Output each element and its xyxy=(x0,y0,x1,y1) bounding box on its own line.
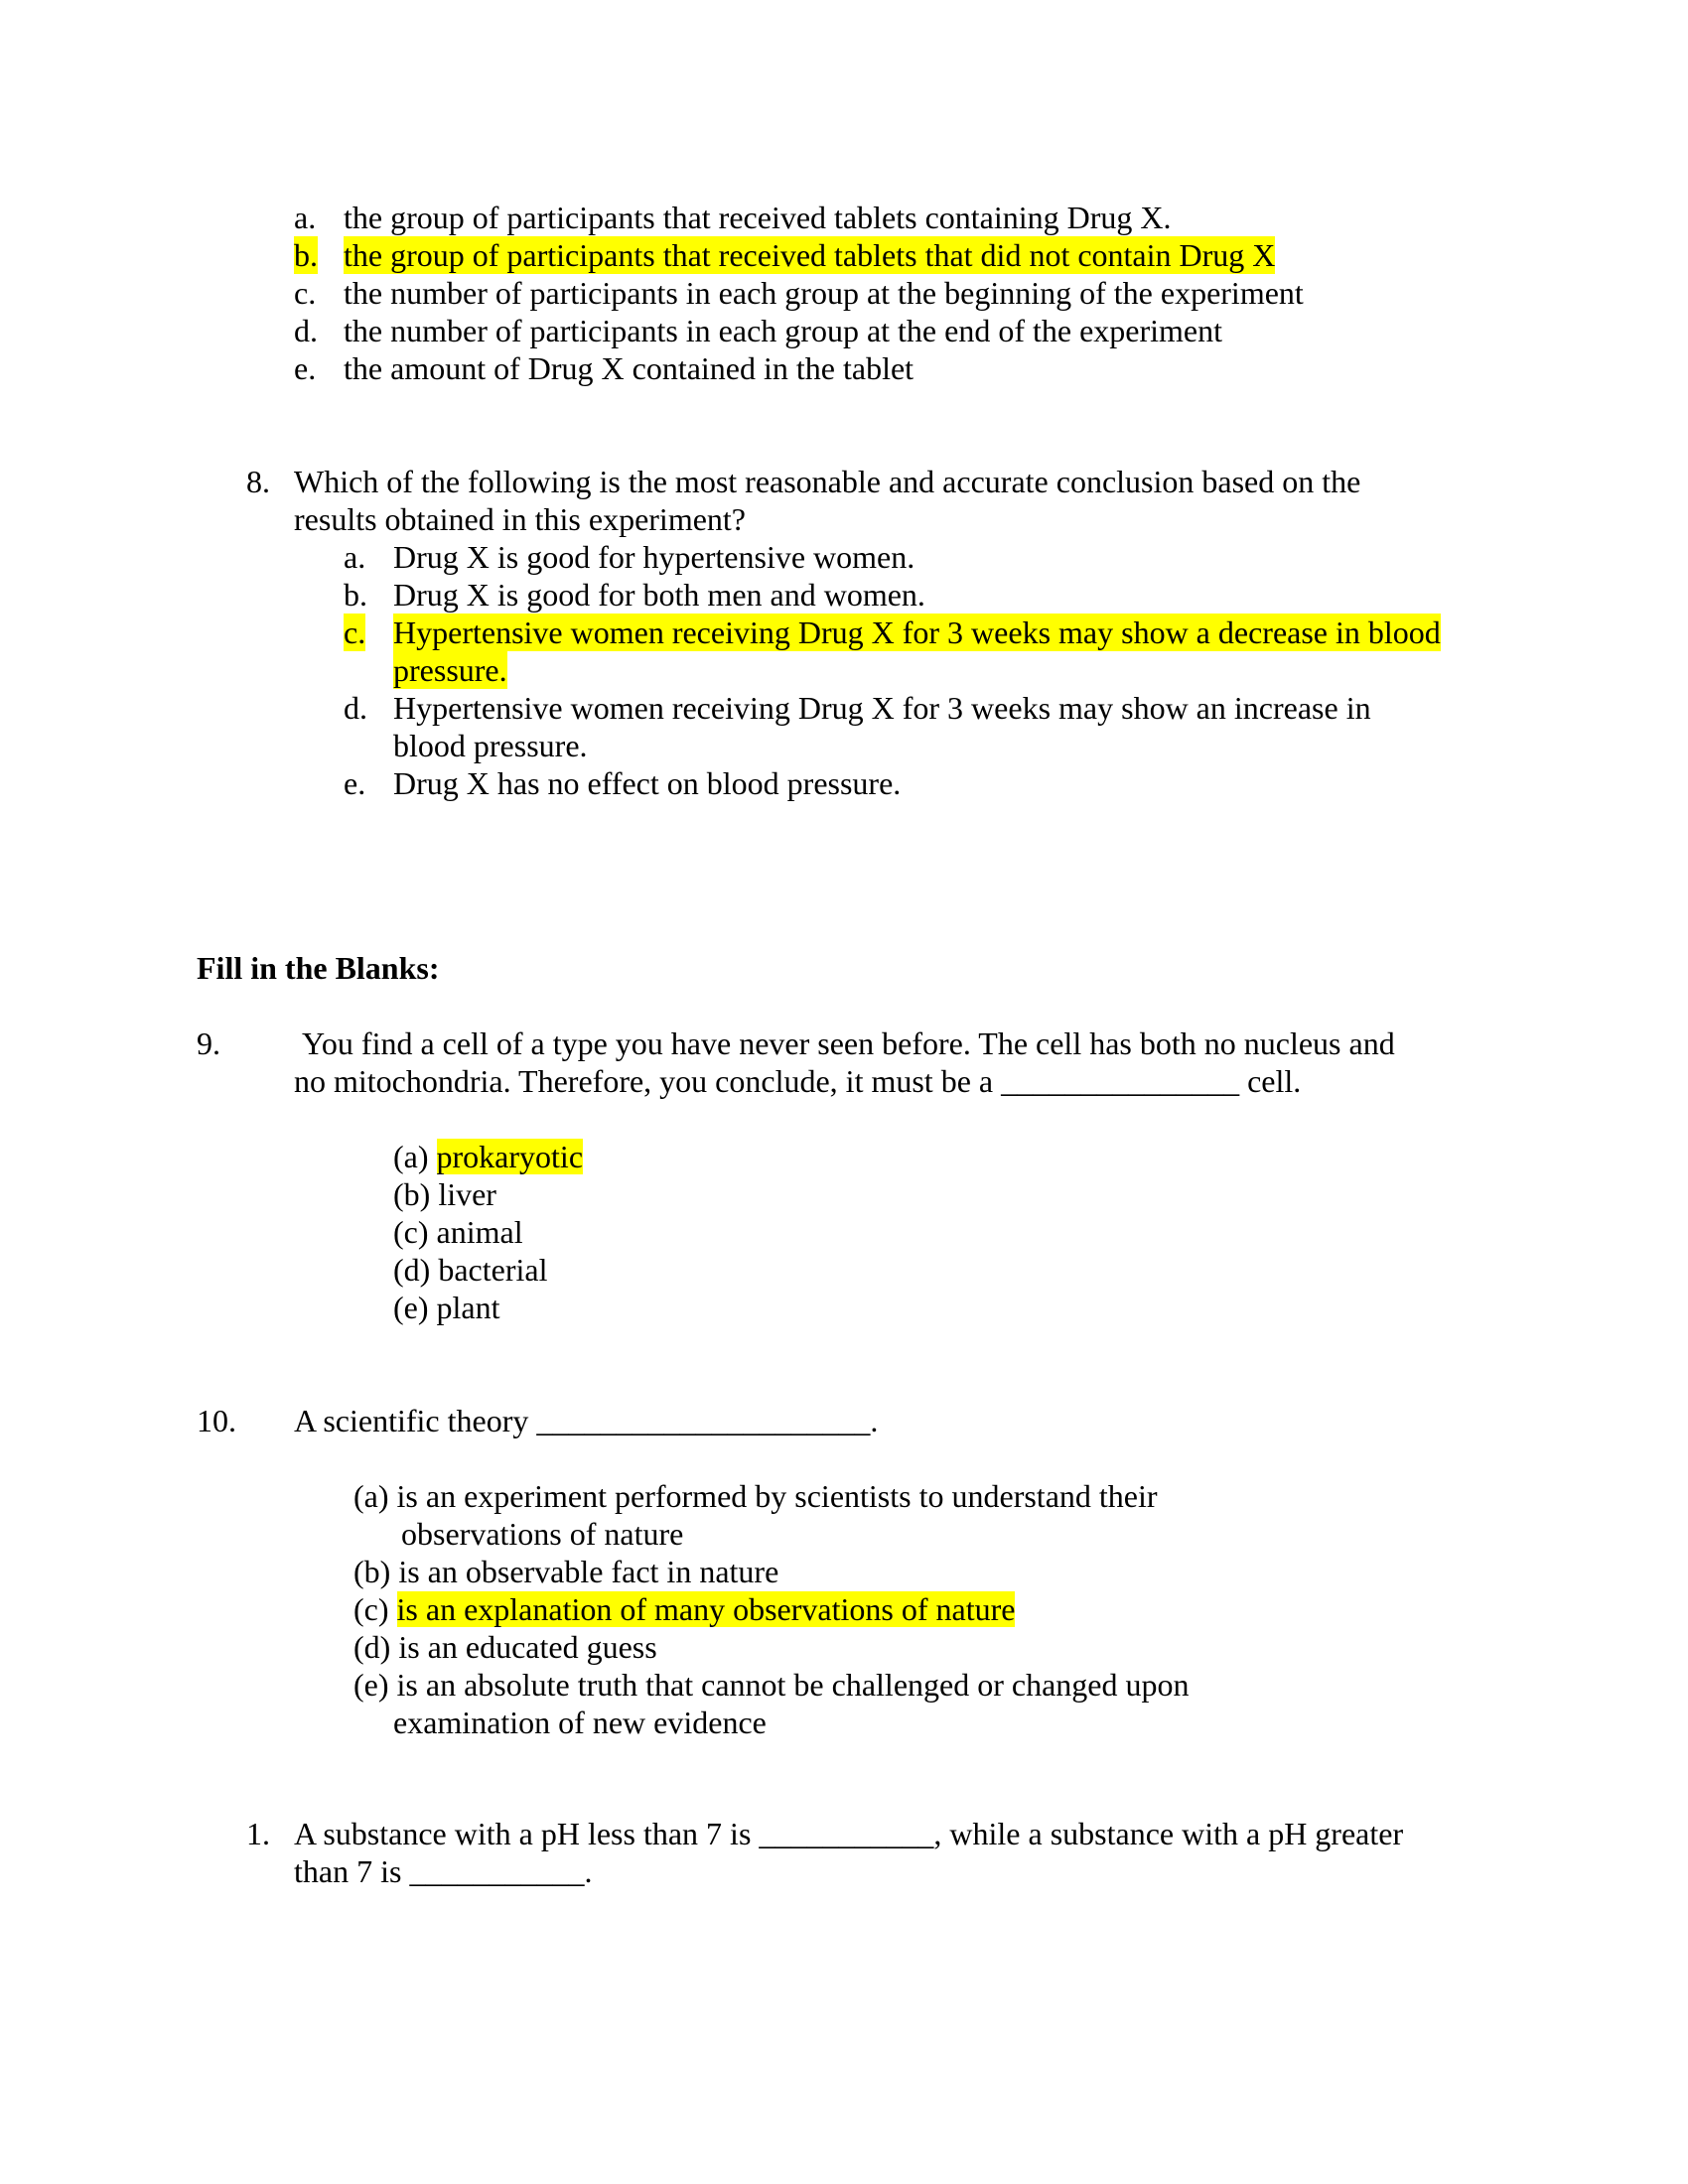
q10-option-b-text: is an observable fact in nature xyxy=(398,1554,779,1589)
q7-option-a-text: the group of participants that received tablets containing Drug X. xyxy=(344,200,1172,235)
q10-option-c-text: is an explanation of many observations of nature xyxy=(396,1591,1016,1627)
q10-option-a-text-line2: observations of nature xyxy=(401,1516,684,1552)
q9-option-a xyxy=(393,1138,583,1175)
q8-option-a-label: a. xyxy=(344,539,366,575)
q10-option-e-text-line2: examination of new evidence xyxy=(393,1705,767,1740)
q10-option-b xyxy=(353,1553,778,1590)
q9-option-c-label: (c) xyxy=(393,1214,429,1250)
q7-option-e-text: the amount of Drug X contained in the tablet xyxy=(344,350,914,386)
q8-option-e-label: e. xyxy=(344,765,366,801)
q9-option-b-label: (b) xyxy=(393,1176,431,1212)
q10-option-b-label: (b) xyxy=(353,1554,391,1589)
section-heading: Fill in the Blanks: xyxy=(197,950,440,986)
q10-option-d-label: (d) xyxy=(353,1629,391,1665)
q7-option-d-text: the number of participants in each group at the end of the experiment xyxy=(344,313,1223,348)
q9-option-c xyxy=(393,1213,523,1251)
q10-option-e-label: (e) xyxy=(353,1667,389,1703)
q10-option-a-text-line1: is an experiment performed by scientists to understand their xyxy=(396,1478,1158,1514)
q8-option-b-text: Drug X is good for both men and women. xyxy=(393,577,925,613)
q9-option-d xyxy=(393,1251,547,1289)
q9-option-e-label: (e) xyxy=(393,1290,429,1325)
q8-number: 8. xyxy=(246,464,270,499)
q9-option-e-text: plant xyxy=(436,1290,500,1325)
q9-option-b-text: liver xyxy=(438,1176,496,1212)
q11-number: 1. xyxy=(246,1816,270,1851)
q10-option-e-text-line1: is an absolute truth that cannot be challenged or changed upon xyxy=(396,1667,1190,1703)
q7-option-d-label: d. xyxy=(294,313,318,348)
q7-option-b-label: b. xyxy=(294,237,318,273)
q8-option-a-text: Drug X is good for hypertensive women. xyxy=(393,539,915,575)
q7-option-c-label: c. xyxy=(294,275,317,311)
q8-option-c-text-line1: Hypertensive women receiving Drug X for 3 weeks may show a decrease in blood xyxy=(393,614,1441,650)
q10-option-d-text: is an educated guess xyxy=(398,1629,657,1665)
q8-option-d-label: d. xyxy=(344,690,367,726)
q8-question-line1: Which of the following is the most reasonable and accurate conclusion based on the xyxy=(294,464,1361,499)
q9-option-a-text: prokaryotic xyxy=(436,1139,584,1174)
q10-option-a xyxy=(353,1477,1158,1515)
q10-option-c-label: (c) xyxy=(353,1591,389,1627)
q8-option-b-label: b. xyxy=(344,577,367,613)
q9-option-b xyxy=(393,1175,496,1213)
q8-option-c-label: c. xyxy=(344,614,366,650)
q10-option-a-label: (a) xyxy=(353,1478,389,1514)
q7-option-c-text: the number of participants in each group at the beginning of the experiment xyxy=(344,275,1304,311)
q8-option-d-text-line2: blood pressure. xyxy=(393,728,588,763)
q11-question-line2: than 7 is ___________. xyxy=(294,1853,593,1889)
q8-question-line2: results obtained in this experiment? xyxy=(294,501,746,537)
q10-number: 10. xyxy=(197,1403,236,1438)
q10-option-d xyxy=(353,1628,657,1666)
q9-question-line2: no mitochondria. Therefore, you conclude, it must be a _______________ cell. xyxy=(294,1063,1302,1099)
q10-option-e xyxy=(353,1666,1189,1704)
q8-option-d-text-line1: Hypertensive women receiving Drug X for 3 weeks may show an increase in xyxy=(393,690,1371,726)
q8-option-c-text-line2: pressure. xyxy=(393,652,507,688)
q7-option-e-label: e. xyxy=(294,350,317,386)
q10-question: A scientific theory _____________________. xyxy=(294,1403,879,1438)
q10-option-c xyxy=(353,1590,1015,1628)
q9-option-d-text: bacterial xyxy=(438,1252,548,1288)
q7-option-a-label: a. xyxy=(294,200,317,235)
q9-option-c-text: animal xyxy=(436,1214,523,1250)
q9-number: 9. xyxy=(197,1025,220,1061)
q9-option-e xyxy=(393,1289,500,1326)
q11-question-line1: A substance with a pH less than 7 is ___________, while a substance with a pH greater xyxy=(294,1816,1404,1851)
q9-option-d-label: (d) xyxy=(393,1252,431,1288)
q8-option-e-text: Drug X has no effect on blood pressure. xyxy=(393,765,902,801)
q9-question-line1: You find a cell of a type you have never seen before. The cell has both no nucleus and xyxy=(302,1025,1395,1061)
q9-option-a-label: (a) xyxy=(393,1139,429,1174)
q7-option-b-text: the group of participants that received tablets that did not contain Drug X xyxy=(344,237,1276,273)
